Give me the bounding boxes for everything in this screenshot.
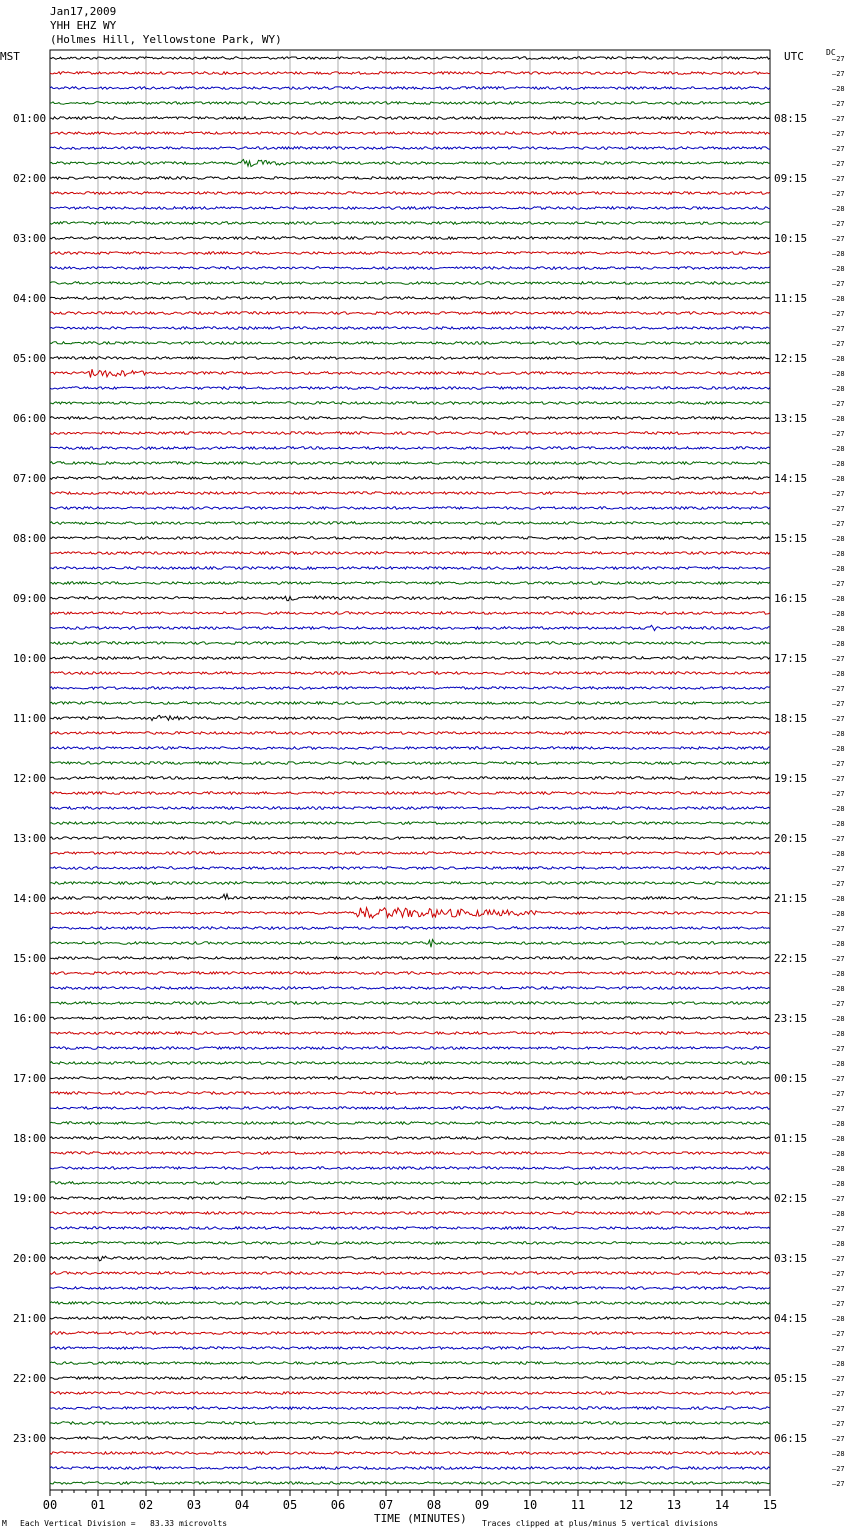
x-axis-title: TIME (MINUTES) xyxy=(374,1512,467,1525)
trace-line xyxy=(50,252,770,255)
dc-offset-label: —28 xyxy=(832,250,845,258)
right-hour-label: 06:15 xyxy=(774,1432,808,1445)
right-hour-label: 20:15 xyxy=(774,832,808,845)
left-hour-label: 14:00 xyxy=(13,892,47,905)
trace-line xyxy=(50,747,770,750)
dc-offset-label: —27 xyxy=(832,70,845,78)
dc-offset-label: —28 xyxy=(832,970,845,978)
left-hour-label: 04:00 xyxy=(13,292,47,305)
trace-line xyxy=(50,908,770,918)
trace-line xyxy=(50,132,770,135)
trace-line xyxy=(50,596,770,601)
left-hour-label: 17:00 xyxy=(13,1072,47,1085)
dc-offset-label: —27 xyxy=(832,490,845,498)
trace-line xyxy=(50,1467,770,1470)
trace-line xyxy=(50,1256,770,1261)
dc-offset-label: —27 xyxy=(832,1270,845,1278)
x-tick-label: 02 xyxy=(138,1498,154,1512)
right-hour-label: 00:15 xyxy=(774,1072,808,1085)
trace-line xyxy=(50,1152,770,1155)
left-hour-label: 18:00 xyxy=(13,1132,47,1145)
dc-offset-label: —27 xyxy=(832,520,845,528)
dc-offset-label: —27 xyxy=(832,235,845,243)
dc-offset-label: —27 xyxy=(832,430,845,438)
dc-offset-label: —27 xyxy=(832,835,845,843)
dc-offset-label: —27 xyxy=(832,220,845,228)
dc-offset-label: —27 xyxy=(832,685,845,693)
left-hour-label: 12:00 xyxy=(13,772,47,785)
trace-line xyxy=(50,1212,770,1215)
dc-offset-label: —27 xyxy=(832,715,845,723)
dc-offset-label: —27 xyxy=(832,1000,845,1008)
left-hour-label: 09:00 xyxy=(13,592,47,605)
trace-line xyxy=(50,1422,770,1425)
trace-line xyxy=(50,972,770,975)
trace-line xyxy=(50,537,770,540)
dc-offset-label: —28 xyxy=(832,895,845,903)
trace-line xyxy=(50,1482,770,1485)
x-tick-label: 12 xyxy=(618,1498,634,1512)
dc-offset-label: —27 xyxy=(832,880,845,888)
trace-line xyxy=(50,1182,770,1185)
dc-offset-label: —28 xyxy=(832,730,845,738)
dc-offset-label: —28 xyxy=(832,1360,845,1368)
left-hour-label: 08:00 xyxy=(13,532,47,545)
right-hour-label: 18:15 xyxy=(774,712,808,725)
dc-offset-label: —28 xyxy=(832,265,845,273)
dc-offset-label: —27 xyxy=(832,1255,845,1263)
trace-line xyxy=(50,957,770,960)
trace-line xyxy=(50,1137,770,1140)
trace-line xyxy=(50,792,770,795)
trace-line xyxy=(50,1347,770,1350)
dc-offset-label: —28 xyxy=(832,595,845,603)
dc-offset-label: —28 xyxy=(832,415,845,423)
x-tick-label: 06 xyxy=(330,1498,346,1512)
trace-line xyxy=(50,882,770,885)
left-hour-label: 16:00 xyxy=(13,1012,47,1025)
trace-line xyxy=(50,894,770,899)
trace-line xyxy=(50,357,770,360)
dc-offset-label: —27 xyxy=(832,1330,845,1338)
left-hour-label: 02:00 xyxy=(13,172,47,185)
dc-offset-label: —27 xyxy=(832,130,845,138)
dc-offset-label: —27 xyxy=(832,145,845,153)
x-tick-label: 07 xyxy=(378,1498,394,1512)
station-location: (Holmes Hill, Yellowstone Park, WY) xyxy=(50,33,282,46)
dc-offset-label: —27 xyxy=(832,1195,845,1203)
trace-line xyxy=(50,1452,770,1455)
dc-offset-label: —28 xyxy=(832,295,845,303)
x-tick-label: 11 xyxy=(570,1498,586,1512)
dc-offset-label: —28 xyxy=(832,565,845,573)
trace-line xyxy=(50,477,770,480)
dc-offset-label: —28 xyxy=(832,370,845,378)
trace-line xyxy=(50,1122,770,1125)
dc-offset-label: —28 xyxy=(832,1150,845,1158)
dc-offset-label: —28 xyxy=(832,820,845,828)
trace-line xyxy=(50,417,770,420)
trace-line xyxy=(50,927,770,930)
trace-line xyxy=(50,657,770,660)
trace-line xyxy=(50,1167,770,1170)
dc-offset-label: —27 xyxy=(832,400,845,408)
trace-line xyxy=(50,282,770,285)
trace-line xyxy=(50,237,770,240)
left-hour-label: 05:00 xyxy=(13,352,47,365)
dc-offset-label: —27 xyxy=(832,1420,845,1428)
dc-offset-label: —28 xyxy=(832,850,845,858)
trace-line xyxy=(50,327,770,330)
trace-line xyxy=(50,57,770,60)
right-hour-label: 13:15 xyxy=(774,412,808,425)
dc-offset-label: —27 xyxy=(832,1285,845,1293)
dc-offset-label: —28 xyxy=(832,1210,845,1218)
dc-offset-label: —27 xyxy=(832,1465,845,1473)
right-hour-label: 16:15 xyxy=(774,592,808,605)
trace-line xyxy=(50,987,770,990)
dc-offset-label: —28 xyxy=(832,1060,845,1068)
right-hour-label: 14:15 xyxy=(774,472,808,485)
trace-line xyxy=(50,1002,770,1005)
left-hour-label: 22:00 xyxy=(13,1372,47,1385)
trace-line xyxy=(50,1242,770,1245)
x-tick-label: 00 xyxy=(42,1498,58,1512)
trace-line xyxy=(50,1272,770,1275)
dc-offset-label: —28 xyxy=(832,460,845,468)
dc-offset-label: —27 xyxy=(832,1300,845,1308)
dc-offset-label: —28 xyxy=(832,385,845,393)
dc-offset-label: —28 xyxy=(832,1135,845,1143)
dc-offset-label: —28 xyxy=(832,550,845,558)
dc-offset-label: —27 xyxy=(832,1390,845,1398)
left-hour-label: 11:00 xyxy=(13,712,47,725)
dc-offset-label: —28 xyxy=(832,805,845,813)
right-hour-label: 10:15 xyxy=(774,232,808,245)
right-hour-label: 11:15 xyxy=(774,292,808,305)
dc-offset-label: —28 xyxy=(832,1240,845,1248)
right-hour-label: 08:15 xyxy=(774,112,808,125)
x-tick-label: 13 xyxy=(666,1498,682,1512)
dc-offset-label: —28 xyxy=(832,625,845,633)
dc-offset-label: —28 xyxy=(832,535,845,543)
trace-line xyxy=(50,462,770,465)
left-hour-label: 01:00 xyxy=(13,112,47,125)
trace-line xyxy=(50,582,770,585)
trace-line xyxy=(50,715,770,720)
dc-offset-label: —27 xyxy=(832,700,845,708)
trace-line xyxy=(50,672,770,675)
right-hour-label: 03:15 xyxy=(774,1252,808,1265)
right-hour-label: 01:15 xyxy=(774,1132,808,1145)
trace-line xyxy=(50,822,770,825)
trace-line xyxy=(50,159,770,166)
trace-line xyxy=(50,1407,770,1410)
trace-line xyxy=(50,1197,770,1200)
dc-offset-label: —28 xyxy=(832,670,845,678)
trace-line xyxy=(50,387,770,390)
x-tick-label: 03 xyxy=(186,1498,202,1512)
dc-offset-label: —28 xyxy=(832,445,845,453)
left-hour-label: 19:00 xyxy=(13,1192,47,1205)
right-hour-label: 22:15 xyxy=(774,952,808,965)
trace-line xyxy=(50,432,770,435)
left-hour-label: 20:00 xyxy=(13,1252,47,1265)
trace-line xyxy=(50,492,770,495)
trace-line xyxy=(50,702,770,705)
trace-line xyxy=(50,87,770,90)
dc-offset-label: —28 xyxy=(832,355,845,363)
trace-line xyxy=(50,625,770,630)
right-hour-label: 04:15 xyxy=(774,1312,808,1325)
trace-line xyxy=(50,312,770,315)
dc-offset-label: —27 xyxy=(832,310,845,318)
trace-line xyxy=(50,267,770,270)
dc-offset-label: —27 xyxy=(832,100,845,108)
x-tick-label: 05 xyxy=(282,1498,298,1512)
dc-offset-label: —27 xyxy=(832,1105,845,1113)
dc-offset-label: —28 xyxy=(832,1030,845,1038)
trace-line xyxy=(50,72,770,75)
dc-offset-label: —28 xyxy=(832,205,845,213)
dc-offset-label: —28 xyxy=(832,85,845,93)
dc-offset-label: —27 xyxy=(832,1345,845,1353)
dc-offset-label: —28 xyxy=(832,745,845,753)
left-hour-label: 07:00 xyxy=(13,472,47,485)
trace-line xyxy=(50,1392,770,1395)
trace-line xyxy=(50,1092,770,1095)
left-hour-label: 15:00 xyxy=(13,952,47,965)
trace-line xyxy=(50,687,770,690)
dc-offset-label: —27 xyxy=(832,1090,845,1098)
dc-label: DC xyxy=(826,48,836,57)
dc-offset-label: —27 xyxy=(832,325,845,333)
dc-offset-label: —27 xyxy=(832,1375,845,1383)
trace-line xyxy=(50,222,770,225)
trace-line xyxy=(50,807,770,810)
trace-line xyxy=(50,342,770,345)
trace-line xyxy=(50,1332,770,1335)
trace-line xyxy=(50,1227,770,1230)
trace-line xyxy=(50,1107,770,1110)
dc-offset-label: —28 xyxy=(832,1450,845,1458)
trace-line xyxy=(50,192,770,195)
trace-line xyxy=(50,852,770,855)
dc-offset-label: —27 xyxy=(832,655,845,663)
x-tick-label: 04 xyxy=(234,1498,250,1512)
left-hour-label: 13:00 xyxy=(13,832,47,845)
dc-offset-label: —28 xyxy=(832,475,845,483)
dc-offset-label: —27 xyxy=(832,775,845,783)
dc-offset-label: —27 xyxy=(832,1435,845,1443)
trace-line xyxy=(50,837,770,840)
dc-offset-label: —28 xyxy=(832,1315,845,1323)
dc-offset-label: —28 xyxy=(832,940,845,948)
dc-offset-label: —27 xyxy=(832,190,845,198)
right-hour-label: 15:15 xyxy=(774,532,808,545)
right-hour-label: 21:15 xyxy=(774,892,808,905)
trace-line xyxy=(50,1362,770,1365)
trace-line xyxy=(50,1062,770,1065)
left-hour-label: 10:00 xyxy=(13,652,47,665)
dc-offset-label: —27 xyxy=(832,160,845,168)
dc-offset-label: —27 xyxy=(832,55,845,63)
label-group xyxy=(13,55,845,1512)
trace-line xyxy=(50,297,770,300)
left-hour-label: 06:00 xyxy=(13,412,47,425)
trace-line xyxy=(50,147,770,150)
dc-offset-label: —28 xyxy=(832,910,845,918)
trace-line xyxy=(50,117,770,120)
right-hour-label: 05:15 xyxy=(774,1372,808,1385)
trace-line xyxy=(50,1047,770,1050)
trace-line xyxy=(50,777,770,780)
trace-line xyxy=(50,1032,770,1035)
clip-note: Traces clipped at plus/minus 5 vertical divisions xyxy=(482,1519,719,1528)
trace-line xyxy=(50,522,770,525)
trace-line xyxy=(50,102,770,105)
trace-line xyxy=(50,567,770,570)
dc-offset-label: —28 xyxy=(832,610,845,618)
x-tick-label: 08 xyxy=(426,1498,442,1512)
trace-line xyxy=(50,402,770,405)
footer-mark: M xyxy=(2,1519,7,1528)
trace-line xyxy=(50,177,770,180)
right-timezone-label: UTC xyxy=(784,50,804,63)
dc-offset-label: —27 xyxy=(832,1480,845,1488)
dc-offset-label: —28 xyxy=(832,985,845,993)
trace-line xyxy=(50,939,770,947)
station-code: YHH EHZ WY xyxy=(50,19,117,32)
left-hour-label: 03:00 xyxy=(13,232,47,245)
dc-offset-label: —28 xyxy=(832,1180,845,1188)
dc-offset-label: —27 xyxy=(832,580,845,588)
dc-offset-label: —27 xyxy=(832,115,845,123)
right-hour-label: 19:15 xyxy=(774,772,808,785)
trace-line xyxy=(50,369,770,377)
dc-offset-label: —27 xyxy=(832,280,845,288)
trace-line xyxy=(50,207,770,210)
trace-line xyxy=(50,1287,770,1290)
dc-offset-label: —27 xyxy=(832,175,845,183)
right-hour-label: 23:15 xyxy=(774,1012,808,1025)
dc-offset-label: —28 xyxy=(832,640,845,648)
dc-offset-label: —28 xyxy=(832,1165,845,1173)
dc-offset-label: —27 xyxy=(832,1045,845,1053)
x-tick-label: 09 xyxy=(474,1498,490,1512)
trace-line xyxy=(50,552,770,555)
dc-offset-label: —27 xyxy=(832,760,845,768)
left-timezone-label: MST xyxy=(0,50,20,63)
x-tick-label: 10 xyxy=(522,1498,538,1512)
dc-offset-label: —27 xyxy=(832,865,845,873)
trace-line xyxy=(50,1317,770,1320)
trace-line xyxy=(50,1017,770,1020)
trace-line xyxy=(50,447,770,450)
dc-offset-label: —28 xyxy=(832,1015,845,1023)
trace-group xyxy=(50,57,770,1485)
trace-line xyxy=(50,1302,770,1305)
left-hour-label: 21:00 xyxy=(13,1312,47,1325)
dc-offset-label: —27 xyxy=(832,1225,845,1233)
trace-line xyxy=(50,762,770,765)
trace-line xyxy=(50,1437,770,1440)
trace-line xyxy=(50,612,770,615)
dc-offset-label: —27 xyxy=(832,1075,845,1083)
dc-offset-label: —27 xyxy=(832,925,845,933)
trace-line xyxy=(50,1077,770,1080)
x-tick-label: 14 xyxy=(714,1498,730,1512)
dc-offset-label: —27 xyxy=(832,955,845,963)
dc-offset-label: —27 xyxy=(832,505,845,513)
dc-offset-label: —27 xyxy=(832,1405,845,1413)
right-hour-label: 02:15 xyxy=(774,1192,808,1205)
dc-offset-label: —27 xyxy=(832,340,845,348)
x-tick-label: 01 xyxy=(90,1498,106,1512)
trace-line xyxy=(50,732,770,735)
trace-line xyxy=(50,642,770,645)
trace-line xyxy=(50,1377,770,1380)
x-tick-label: 15 xyxy=(762,1498,778,1512)
trace-line xyxy=(50,867,770,870)
scale-note: Each Vertical Division = 83.33 microvolts xyxy=(20,1519,228,1528)
right-hour-label: 17:15 xyxy=(774,652,808,665)
plot-date: Jan17,2009 xyxy=(50,5,117,18)
trace-line xyxy=(50,507,770,510)
left-hour-label: 23:00 xyxy=(13,1432,47,1445)
right-hour-label: 09:15 xyxy=(774,172,808,185)
right-hour-label: 12:15 xyxy=(774,352,808,365)
dc-offset-label: —27 xyxy=(832,790,845,798)
dc-offset-label: —28 xyxy=(832,1120,845,1128)
